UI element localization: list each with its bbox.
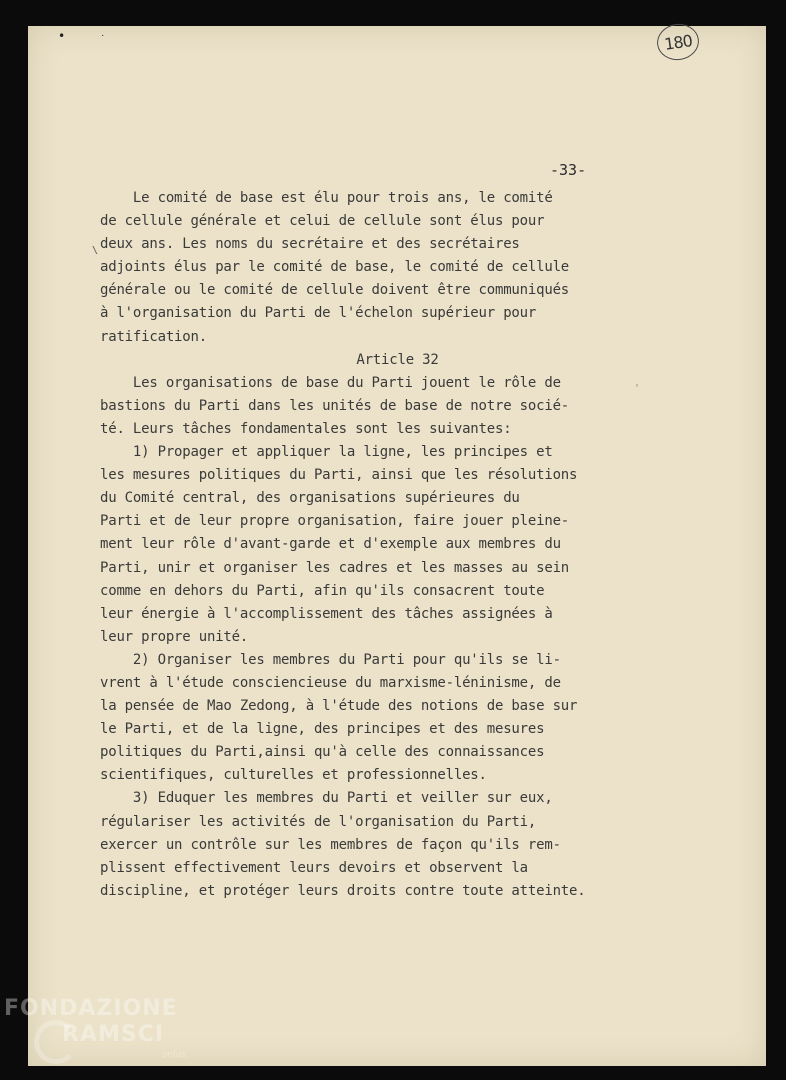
text-line: le Parti, et de la ligne, des principes et des mesures — [100, 721, 545, 738]
text-line: régulariser les activités de l'organisation du Parti, — [100, 813, 537, 830]
text-line: Le comité de base est élu pour trois ans, le comité — [100, 190, 553, 206]
article-heading: Article 32 — [356, 351, 439, 368]
text-line: vrent à l'étude consciencieuse du marxisme-léninisme, de — [100, 674, 561, 691]
archive-stamp-number: 180 — [655, 21, 702, 62]
text-line: comme en dehors du Parti, afin qu'ils consacrent toute — [100, 582, 545, 599]
text-line: plissent effectivement leurs devoirs et observent la — [100, 859, 528, 876]
text-line: bastions du Parti dans les unités de base de notre socié- — [100, 397, 570, 414]
text-line: Parti, unir et organiser les cadres et les masses au sein — [100, 559, 570, 576]
fondazione-gramsci-watermark — [4, 996, 187, 1060]
text-line: ratification. — [100, 328, 207, 345]
text-line: du Comité central, des organisations supérieures du — [100, 490, 520, 507]
ink-speck: \ — [92, 245, 99, 256]
text-line: scientifiques, culturelles et professionnelles. — [100, 767, 487, 784]
text-line: de cellule générale et celui de cellule sont élus pour — [100, 213, 545, 230]
page-number: -33- — [550, 161, 587, 179]
text-line: générale ou le comité de cellule doivent être communiqués — [100, 282, 570, 299]
text-line: deux ans. Les noms du secrétaire et des secrétaires — [100, 236, 520, 253]
watermark-line-2: RAMSCI — [62, 1022, 165, 1047]
text-line: leur propre unité. — [100, 628, 249, 645]
text-line: 3) Eduquer les membres du Parti et veiller sur eux, — [100, 790, 553, 807]
text-line: adjoints élus par le comité de base, le comité de cellule — [100, 259, 570, 276]
ink-speck: ' — [634, 383, 641, 394]
text-line: politiques du Parti,ainsi qu'à celle des connaissances — [100, 744, 545, 761]
text-line: Les organisations de base du Parti jouent le rôle de — [100, 374, 561, 391]
watermark-subtitle: onlus — [162, 1050, 187, 1060]
watermark-line-1: FONDAZIONE — [4, 996, 178, 1021]
text-line: à l'organisation du Parti de l'échelon supérieur pour — [100, 305, 537, 322]
text-line: exercer un contrôle sur les membres de façon qu'ils rem- — [100, 836, 561, 853]
text-line: 1) Propager et appliquer la ligne, les principes et — [100, 444, 553, 461]
text-line: la pensée de Mao Zedong, à l'étude des notions de base sur — [100, 698, 578, 715]
text-line: Parti et de leur propre organisation, faire jouer pleine- — [100, 513, 570, 530]
text-line: discipline, et protéger leurs droits contre toute atteinte. — [100, 882, 586, 899]
text-line: leur énergie à l'accomplissement des tâches assignées à — [100, 605, 553, 622]
ink-speck: ٠ — [100, 31, 106, 41]
text-line: ment leur rôle d'avant-garde et d'exemple aux membres du — [100, 536, 561, 553]
typed-text-body — [100, 187, 670, 903]
text-line: les mesures politiques du Parti, ainsi que les résolutions — [100, 467, 578, 484]
text-line: té. Leurs tâches fondamentales sont les suivantes: — [100, 420, 512, 437]
text-line: 2) Organiser les membres du Parti pour qu'ils se li- — [100, 651, 561, 668]
ink-speck: • — [58, 29, 66, 43]
gramsci-g-logo-icon — [34, 1020, 78, 1064]
